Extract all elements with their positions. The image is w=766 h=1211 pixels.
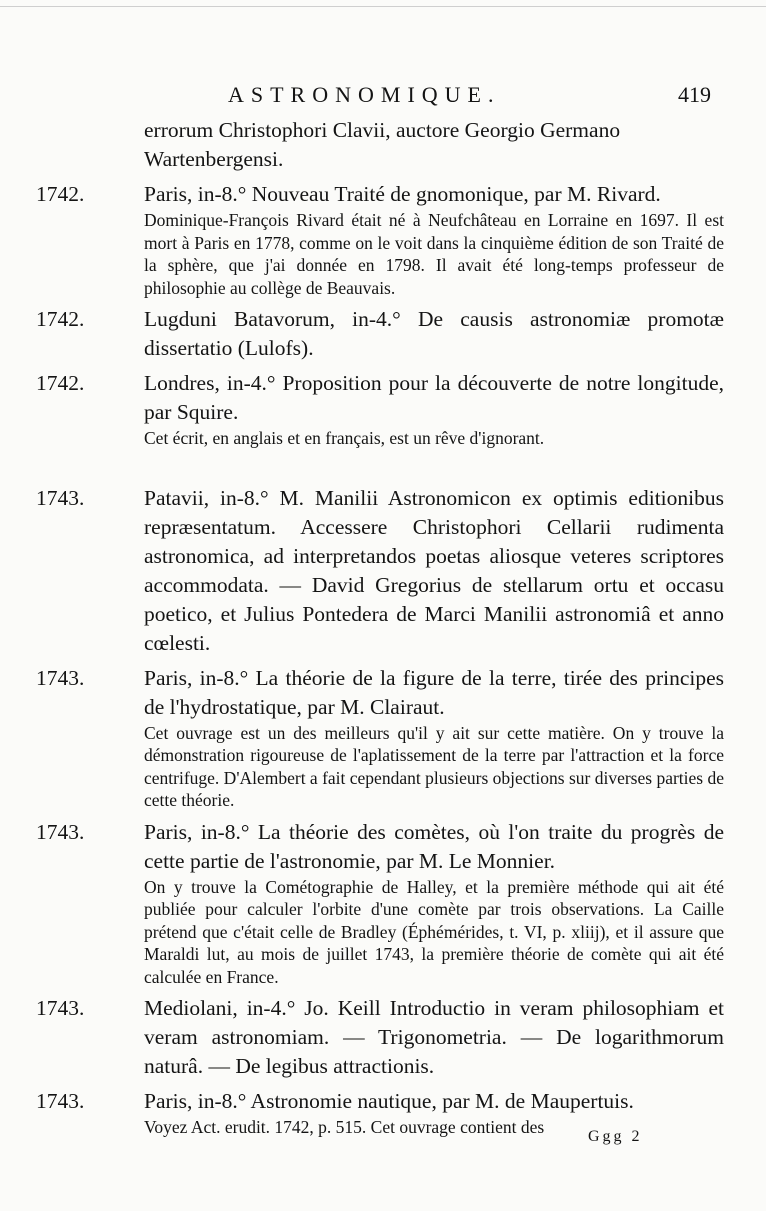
entry-year: 1742. [36, 307, 85, 331]
continuation-entry [36, 116, 724, 174]
top-rule [0, 6, 766, 7]
entry-year: 1742. [36, 371, 85, 395]
entry-year: 1743. [36, 485, 85, 510]
entry-note: Cet ouvrage est un des meilleurs qu'il y ait sur cette matière. On y trouve la démonstration rigoureuse de l'aplatissement de la terre par l'attraction et la force centrifuge. D'Alembert a fait cependant plusieurs objections sur diverses parties de cette théorie. [144, 722, 724, 810]
entry-note: On y trouve la Cométographie de Halley, et la première méthode qui ait été publiée pour calculer l'orbite d'une comète par trois observations. La Caille prétend que c'était celle de Bradley (Éphémérides, t. VI, p. xliij), et il assure que Maraldi lut, au mois de juillet 1743, la première théorie de comète qui ait été calculée en France. [144, 876, 724, 987]
entry-le-monnier [36, 818, 724, 989]
continuation-line-2: Wartenbergensi. [144, 147, 284, 171]
entry-keill [36, 994, 724, 1081]
entry-title: Paris, in-8.° Astronomie nautique, par M. de Maupertuis. [144, 1089, 634, 1113]
entry-title: Londres, in-4.° Proposition pour la découverte de notre longitude, par Squire. [144, 371, 724, 424]
entry-year: 1743. [36, 996, 85, 1020]
running-header [0, 82, 766, 112]
entry-title: Paris, in-8.° Nouveau Traité de gnomonique, par M. Rivard. [144, 182, 661, 206]
running-title: ASTRONOMIQUE. [228, 82, 501, 107]
entry-rivard [36, 180, 724, 299]
entry-lulofs [36, 305, 724, 363]
page-number: 419 [678, 82, 711, 107]
entry-year: 1743. [36, 819, 85, 844]
entry-title: Patavii, in-8.° M. Manilii Astronomicon ex optimis editionibus repræsentatum. Accessere Christophori Cellarii rudimenta astronomica, ad interpretandos poetas aliosque veteres scriptores accommodata. — David Gregorius de stellarum ortu et occasu poetico, et Julius Pontedera de Marci Manilii astronomiâ et anno cœlesti. [144, 485, 724, 655]
entry-title: Paris, in-8.° La théorie des comètes, où l'on traite du progrès de cette partie de l'astronomie, par M. Le Monnier. [144, 819, 724, 873]
page-content [36, 116, 724, 1139]
entry-title: Mediolani, in-4.° Jo. Keill Introductio in veram philosophiam et veram astronomiam. — Trigonometria. — De logarithmorum naturâ. — De legibus attractionis. [144, 996, 724, 1078]
continuation-line-1: errorum Christophori Clavii, auctore Georgio Germano [144, 118, 621, 142]
entry-year: 1743. [36, 665, 85, 690]
entry-note: Dominique-François Rivard était né à Neufchâteau en Lorraine en 1697. Il est mort à Paris en 1778, comme on le voit dans la cinquième édition de son Traité de la sphère, que j'ai donnée en 1798. Il avait été long-temps professeur de philosophie au collège de Beauvais. [144, 210, 724, 298]
entry-year: 1743. [36, 1089, 85, 1113]
entry-note: Voyez Act. erudit. 1742, p. 515. Cet ouvrage contient des [144, 1117, 545, 1137]
entry-manilius [36, 484, 724, 658]
entry-squire [36, 369, 724, 450]
entry-note: Cet écrit, en anglais et en français, est un rêve d'ignorant. [144, 428, 545, 448]
entry-title: Lugduni Batavorum, in-4.° De causis astronomiæ promotæ dissertatio (Lulofs). [144, 307, 724, 360]
entry-year: 1742. [36, 182, 85, 206]
entry-title: Paris, in-8.° La théorie de la figure de la terre, tirée des principes de l'hydrostatique, par M. Clairaut. [144, 665, 724, 719]
entry-clairaut [36, 664, 724, 812]
signature-mark: Ggg 2 [588, 1128, 643, 1145]
